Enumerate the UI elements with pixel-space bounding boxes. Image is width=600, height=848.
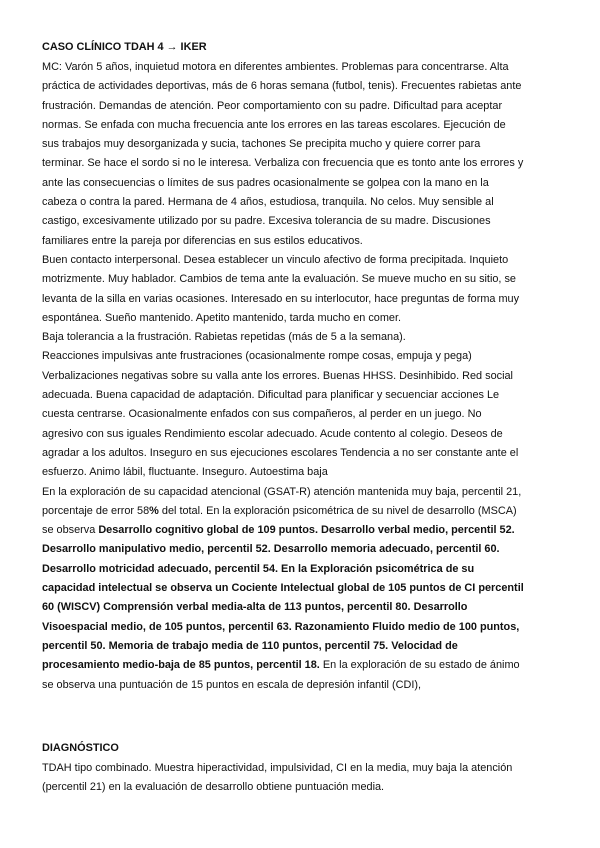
text: práctica de actividades deportivas, más de 6 horas semana (futbol, tenis). Frecuentes rabietas ante (42, 80, 522, 93)
text: En la exploración de su capacidad atencional (GSAT-R) atención mantenida muy baja, percentil 21, (42, 485, 522, 498)
body-line (42, 405, 562, 424)
body-line (42, 135, 562, 154)
bold-text: 60 (WISCV) Comprensión verbal media-alta de 113 puntos, percentil 80. Desarrollo (42, 601, 468, 614)
body-line (42, 676, 562, 695)
text: Buen contacto interpersonal. Desea establecer un vinculo afectivo de forma precipitada. Inquieto (42, 253, 509, 266)
body-line (42, 618, 562, 637)
body-line (42, 425, 562, 444)
body-line (42, 444, 562, 463)
body-line (42, 463, 562, 482)
body-line (42, 309, 562, 328)
body-line (42, 579, 562, 598)
body-line (42, 154, 562, 173)
text: familiares entre la pareja por diferencias en sus estilos educativos. (42, 234, 363, 247)
text: Verbalizaciones negativas sobre su valla ante los errores. Buenas HHSS. Desinhibido. Red social (42, 369, 513, 382)
diagnosis-body (42, 759, 562, 798)
body-line (42, 386, 562, 405)
bold-text: % (149, 504, 159, 517)
diagnosis-heading: DIAGNÓSTICO (42, 742, 119, 754)
text: MC: Varón 5 años, inquietud motora en diferentes ambientes. Problemas para concentrarse. Alta (42, 61, 509, 73)
body-line (42, 637, 562, 656)
text: se observa (42, 524, 99, 537)
text: porcentaje de error 58 (42, 504, 150, 517)
body-line (42, 598, 562, 617)
body-line (42, 290, 562, 309)
bold-text: Visoespacial medio, de 105 puntos, percentil 63. Razonamiento Fluido medio de 100 puntos, (42, 620, 520, 633)
body-line (42, 174, 562, 193)
text: TDAH tipo combinado. Muestra hiperactividad, impulsividad, CI en la media, muy baja la atención (42, 762, 513, 774)
body-line (42, 251, 562, 270)
body-line (42, 483, 562, 502)
text: se observa una puntuación de 15 puntos en escala de depresión infantil (CDI), (42, 678, 421, 691)
diagnosis-line (42, 778, 562, 797)
text: del total. En la exploración psicométrica de su nivel de desarrollo (MSCA) (158, 504, 517, 517)
body-line (42, 232, 562, 251)
body-line (42, 347, 562, 366)
text: normas. Se enfada con mucha frecuencia ante los errores en las tareas escolares. Ejecución de (42, 118, 506, 131)
body-line (42, 58, 562, 77)
bold-text: Desarrollo manipulativo medio, percentil 52. Desarrollo memoria adecuado, percentil 60. (42, 543, 500, 556)
body-line (42, 367, 562, 386)
text: Baja tolerancia a la frustración. Rabietas repetidas (más de 5 a la semana). (42, 331, 406, 344)
case-body (42, 58, 562, 695)
body-line (42, 328, 562, 347)
text: ante las consecuencias o límites de sus padres ocasionalmente se golpea con la mano en la (42, 176, 489, 189)
text: motrizmente. Muy hablador. Cambios de tema ante la evaluación. Se mueve mucho en su sitio, se (42, 273, 516, 286)
body-line (42, 521, 562, 540)
case-title: CASO CLÍNICO TDAH 4 → IKER (42, 41, 207, 53)
bold-text: Desarrollo cognitivo global de 109 puntos. Desarrollo verbal medio, percentil 52. (98, 524, 515, 537)
body-line (42, 502, 562, 521)
body-line (42, 560, 562, 579)
body-line (42, 270, 562, 289)
text: esfuerzo. Animo lábil, fluctuante. Inseguro. Autoestima baja (42, 466, 328, 479)
text: cabeza o contra la pared. Hermana de 4 años, estudiosa, tranquila. No celos. Muy sensible al (42, 196, 494, 209)
body-line (42, 212, 562, 231)
text: Reacciones impulsivas ante frustraciones (ocasionalmente rompe cosas, empuja y pega) (42, 350, 472, 363)
text: espontánea. Sueño mantenido. Apetito mantenido, tarda mucho en comer. (42, 311, 402, 324)
text: levanta de la silla en varias ocasiones. Interesado en su interlocutor, hace preguntas de forma muy (42, 292, 520, 305)
body-line (42, 77, 562, 96)
body-line (42, 97, 562, 116)
text: adecuada. Buena capacidad de adaptación. Dificultad para planificar y secuenciar acciones Le (42, 389, 500, 402)
bold-text: Desarrollo motricidad adecuado, percentil 54. En la Exploración psicométrica de su (42, 562, 475, 575)
text: (percentil 21) en la evaluación de desarrollo obtiene puntuación media. (42, 781, 385, 794)
text: frustración. Demandas de atención. Peor comportamiento con su padre. Dificultad para aceptar (42, 99, 503, 112)
text: castigo, excesivamente utilizado por su padre. Excesiva tolerancia de su madre. Discusiones (42, 215, 491, 228)
bold-text: capacidad intelectual se observa un Cociente Intelectual global de 105 puntos de CI percentil (42, 582, 524, 595)
body-line (42, 656, 562, 675)
bold-text: percentil 50. Memoria de trabajo media de 110 puntos, percentil 75. Velocidad de (42, 639, 458, 652)
body-line (42, 540, 562, 559)
bold-text: procesamiento medio-baja de 85 puntos, percentil 18. (42, 659, 320, 672)
body-line (42, 116, 562, 135)
body-line (42, 193, 562, 212)
text: agradar a los adultos. Inseguro en sus ejecuciones escolares Tendencia a no ser constante ante el (42, 446, 519, 459)
text: En la exploración de su estado de ánimo (319, 659, 520, 672)
text: agresivo con sus iguales Rendimiento escolar adecuado. Acude contento al colegio. Deseos de (42, 427, 503, 440)
text: terminar. Se hace el sordo si no le interesa. Verbaliza con frecuencia que es tonto ante los errores y (42, 157, 524, 170)
text: cuesta centrarse. Ocasionalmente enfados con sus compañeros, al perder en un juego. No (42, 408, 482, 421)
text: sus trabajos muy desorganizada y sucia, tachones Se precipita mucho y quiere correr para (42, 138, 481, 151)
diagnosis-line (42, 759, 562, 778)
